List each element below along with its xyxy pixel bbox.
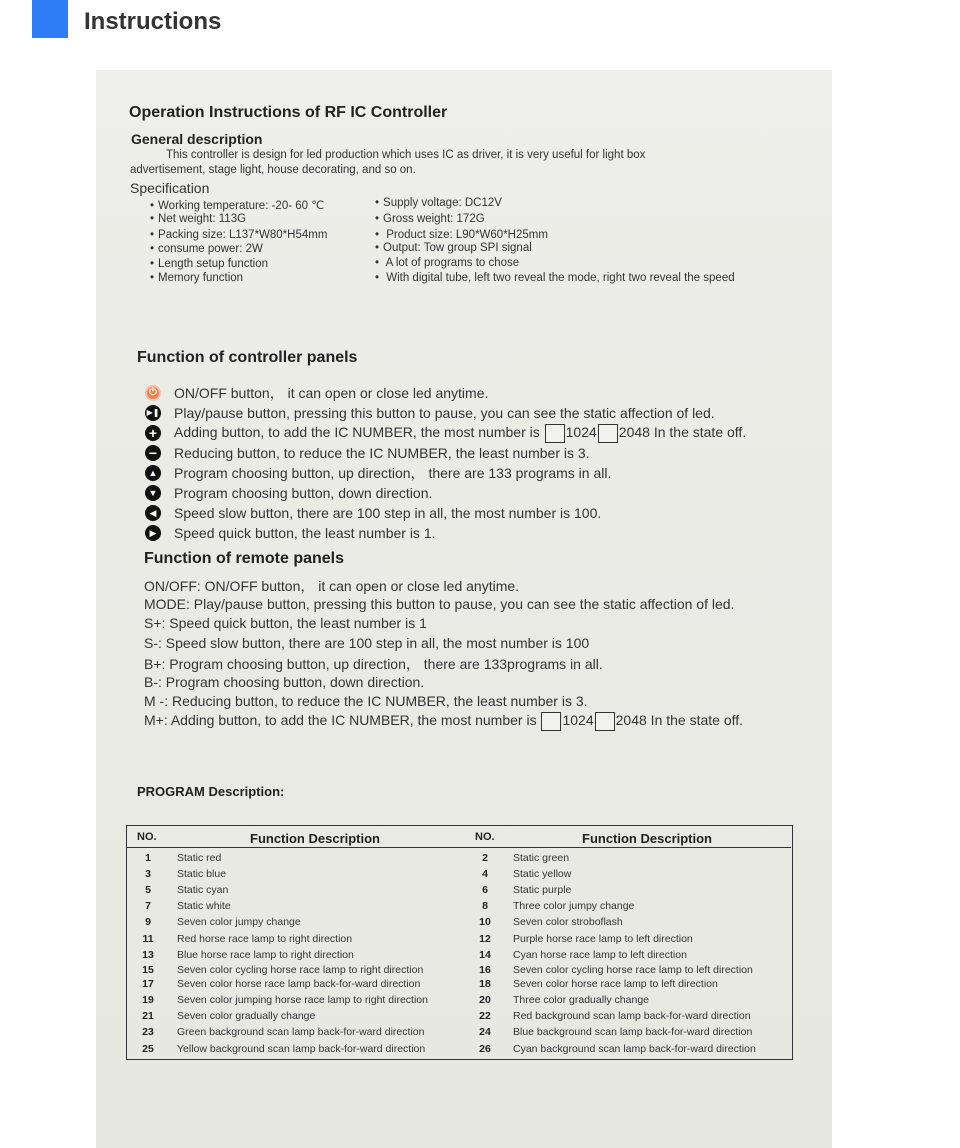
program-number: 12	[479, 933, 491, 945]
remote-item: B+: Program choosing button, up direction， there are 133programs in all.	[144, 656, 603, 672]
controller-item	[145, 443, 590, 463]
program-number: 21	[142, 1010, 154, 1022]
controller-item	[145, 463, 611, 483]
spec-item: • Memory function	[150, 272, 243, 284]
program-description: Static cyan	[177, 884, 229, 896]
program-description-heading: PROGRAM Description:	[137, 784, 285, 799]
remote-item: ON/OFF: ON/OFF button， it can open or close led anytime.	[144, 578, 520, 594]
program-number: 6	[482, 884, 488, 896]
spec-item: • Net weight: 113G	[150, 213, 246, 225]
spec-item: • Packing size: L137*W80*H54mm	[150, 229, 327, 241]
program-description: Three color gradually change	[513, 994, 649, 1006]
header-accent-bar	[32, 0, 68, 38]
program-number: 15	[142, 964, 154, 976]
program-number: 23	[142, 1026, 154, 1038]
doc-title: Operation Instructions of RF IC Controller	[129, 104, 448, 121]
program-description: Blue background scan lamp back-for-ward direction	[513, 1026, 753, 1038]
program-description: Seven color horse race lamp back-for-ward direction	[177, 978, 421, 990]
spec-item: • Output: Tow group SPI signal	[375, 242, 532, 254]
page-header	[0, 0, 960, 50]
controller-item	[145, 523, 436, 543]
program-description: Purple horse race lamp to left direction	[513, 933, 693, 945]
program-number: 22	[479, 1010, 491, 1022]
program-number: 8	[482, 900, 488, 912]
page-title: Instructions	[84, 8, 222, 35]
spec-item: • Supply voltage: DC12V	[375, 197, 502, 209]
program-number: 4	[482, 868, 488, 880]
program-description: Green background scan lamp back-for-ward direction	[177, 1026, 425, 1038]
minus-icon: −	[145, 445, 161, 461]
program-description: Cyan background scan lamp back-for-ward direction	[513, 1043, 756, 1055]
program-number: 16	[479, 964, 491, 976]
general-description-line-1: This controller is design for led production which uses IC as driver, it is very useful for light box	[166, 149, 646, 161]
program-description: Cyan horse race lamp to left direction	[513, 949, 687, 961]
column-header-no: NO.	[137, 831, 157, 843]
plus-icon: +	[145, 425, 161, 441]
program-description: Yellow background scan lamp back-for-ward direction	[177, 1043, 426, 1055]
right-icon: ▶	[145, 525, 161, 541]
remote-item: B-: Program choosing button, down direction.	[144, 674, 425, 690]
down-icon: ▼	[145, 485, 161, 501]
controller-item	[145, 383, 488, 403]
specification-heading: Specification	[130, 180, 210, 196]
remote-panel-heading: Function of remote panels	[144, 550, 345, 567]
controller-panel-heading: Function of controller panels	[137, 349, 358, 366]
spec-item: • Working temperature: -20- 60 ℃	[150, 198, 324, 212]
controller-item-text: Reducing button, to reduce the IC NUMBER, the least number is 3.	[174, 445, 590, 461]
spec-item: • With digital tube, left two reveal the mode, right two reveal the speed	[375, 272, 735, 284]
controller-item-text: Program choosing button, down direction.	[174, 485, 433, 501]
program-description: Static red	[177, 852, 222, 864]
spec-item: • A lot of programs to chose	[375, 257, 519, 269]
program-number: 19	[142, 994, 154, 1006]
controller-item	[145, 503, 601, 523]
header-divider	[127, 847, 791, 848]
program-number: 2	[482, 852, 488, 864]
controller-item-text: Speed slow button, there are 100 step in all, the most number is 100.	[174, 505, 602, 521]
program-number: 20	[479, 994, 491, 1006]
remote-item: M -: Reducing button, to reduce the IC NUMBER, the least number is 3.	[144, 693, 588, 709]
play-pause-icon: ▶❚	[145, 405, 161, 421]
spec-item: • Product size: L90*W60*H25mm	[375, 229, 548, 241]
program-number: 14	[479, 949, 491, 961]
program-description: Seven color horse race lamp to left direction	[513, 978, 718, 990]
controller-item-text: Play/pause button, pressing this button to pause, you can see the static affection of led.	[174, 405, 715, 421]
program-number: 1	[145, 852, 151, 864]
program-description: Static blue	[177, 868, 227, 880]
program-description: Red background scan lamp back-for-ward direction	[513, 1010, 751, 1022]
up-icon: ▲	[145, 465, 161, 481]
power-icon: ⏻	[145, 385, 161, 401]
program-number: 5	[145, 884, 151, 896]
program-table	[126, 825, 793, 1060]
controller-item	[145, 403, 715, 423]
program-description: Red horse race lamp to right direction	[177, 933, 353, 945]
program-description: Seven color cycling horse race lamp to right direction	[177, 964, 424, 976]
controller-item-text: Program choosing button, up direction， there are 133 programs in all.	[174, 465, 612, 481]
program-description: Seven color cycling horse race lamp to left direction	[513, 964, 753, 976]
program-number: 25	[142, 1043, 154, 1055]
program-description: Blue horse race lamp to right direction	[177, 949, 354, 961]
program-number: 3	[145, 868, 151, 880]
remote-item: S+: Speed quick button, the least number is 1	[144, 615, 427, 631]
program-description: Static white	[177, 900, 231, 912]
general-description-line-2: advertisement, stage light, house decorating, and so on.	[130, 164, 416, 176]
program-number: 18	[479, 978, 491, 990]
program-number: 13	[142, 949, 154, 961]
controller-item-text: Adding button, to add the IC NUMBER, the most number is 1024 2048 In the state off.	[174, 424, 746, 443]
program-number: 24	[479, 1026, 491, 1038]
column-header-no: NO.	[475, 831, 495, 843]
controller-item	[145, 423, 746, 443]
spec-item: • consume power: 2W	[150, 243, 263, 255]
remote-item: MODE: Play/pause button, pressing this button to pause, you can see the static affection of led.	[144, 596, 735, 612]
spec-item: • Gross weight: 172G	[375, 213, 485, 225]
general-description-heading: General description	[131, 131, 263, 147]
remote-item: M+: Adding button, to add the IC NUMBER, the most number is 1024 2048 In the state off.	[144, 712, 743, 731]
controller-item-text: ON/OFF button， it can open or close led anytime.	[174, 385, 489, 401]
column-header-description: Function Description	[250, 831, 380, 846]
program-description: Static purple	[513, 884, 572, 896]
program-description: Seven color gradually change	[177, 1010, 316, 1022]
program-description: Three color jumpy change	[513, 900, 635, 912]
program-number: 7	[145, 900, 151, 912]
program-number: 9	[145, 916, 151, 928]
program-number: 17	[142, 978, 154, 990]
remote-item: S-: Speed slow button, there are 100 step in all, the most number is 100	[144, 635, 590, 651]
controller-item	[145, 483, 432, 503]
controller-item-text: Speed quick button, the least number is 1.	[174, 525, 436, 541]
program-number: 26	[479, 1043, 491, 1055]
spec-item: • Length setup function	[150, 258, 268, 270]
program-description: Static green	[513, 852, 570, 864]
program-description: Seven color jumpy change	[177, 916, 301, 928]
program-number: 10	[479, 916, 491, 928]
column-header-description: Function Description	[582, 831, 712, 846]
program-description: Static yellow	[513, 868, 572, 880]
program-description: Seven color jumping horse race lamp to right direction	[177, 994, 428, 1006]
program-description: Seven color stroboflash	[513, 916, 623, 928]
program-number: 11	[142, 933, 154, 945]
left-icon: ◀	[145, 505, 161, 521]
